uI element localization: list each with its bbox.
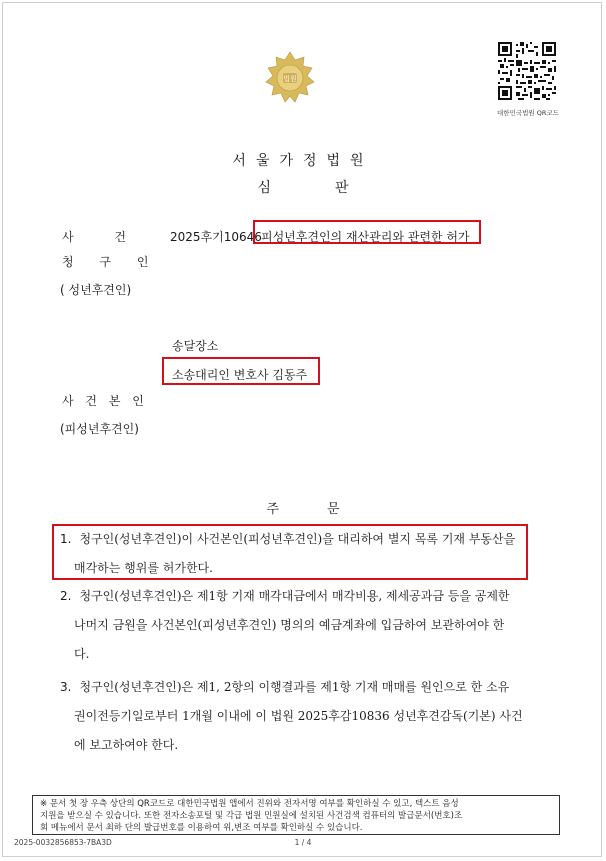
document-title: 심판 [257, 180, 413, 196]
order-item-line: 청구인(성년후견인)은 제1항 기재 매각대금에서 매각비용, 제세공과금 등을 공제한 [79, 589, 510, 603]
representative-name: 소송대리인 변호사 김동주 [172, 368, 308, 382]
notice-line: 지원을 받으실 수 있습니다. 또한 전자소송포털 및 각급 법원 민원실에 설치된 사건검색 컴퓨터의 발급문서(번호)조 [40, 811, 463, 821]
case-number: 2025후기10646 [170, 230, 262, 244]
order-item-3 [60, 673, 530, 760]
emblem-text: 법원 [283, 75, 297, 83]
principal-label: 사 건 본 인 [62, 394, 148, 408]
order-item-line: 나머지 금원을 사건본인(피성년후견인) 명의의 예금계좌에 입금하여 보관하여야 한 [74, 618, 505, 632]
petitioner-label: 청 구 인 [62, 255, 160, 269]
order-item-1 [60, 525, 530, 583]
court-name: 서울가정법원 [232, 153, 374, 169]
order-item-line: 다. [74, 647, 90, 661]
order-item-line: 청구인(성년후견인)이 사건본인(피성년후견인)을 대리하여 별지 목록 기재 부동산을 [79, 532, 516, 546]
case-label: 사 건 [62, 230, 126, 244]
order-item-line: 매각하는 행위를 허가한다. [74, 561, 213, 575]
issue-number: 2025-0032856853-7BA3D [14, 838, 112, 847]
petitioner-role: ( 성년후견인) [60, 283, 132, 297]
notice-line: ※ 문서 첫 장 우측 상단의 QR코드로 대한민국법원 앱에서 진위와 전자서명 여부를 확인하실 수 있고, 텍스트 음성 [40, 799, 459, 809]
order-item-2 [60, 582, 530, 669]
order-title: 주문 [266, 502, 388, 517]
verification-notice [40, 798, 554, 834]
order-item-line: 권이전등기일로부터 1개월 이내에 이 법원 2025후감10836 성년후견감독(기본) 사건 [74, 709, 523, 723]
principal-role: (피성년후견인) [60, 422, 139, 436]
order-item-line: 청구인(성년후견인)은 제1, 2항의 이행결과를 제1항 기재 매매를 원인으로 한 소유 [79, 680, 510, 694]
service-address-label: 송달장소 [172, 339, 219, 353]
order-item-number: 3. [60, 680, 72, 694]
page-number: 1 / 4 [294, 838, 312, 847]
notice-line: 회 메뉴에서 문서 최하 단의 발급번호를 이용하여 위,변조 여부를 확인하실 수 있습니다. [40, 823, 363, 833]
qr-caption: 대한민국법원 QR코드 [497, 109, 559, 117]
order-item-number: 1. [60, 532, 72, 546]
court-emblem-icon [262, 50, 318, 106]
qr-code-icon [498, 42, 556, 100]
order-item-number: 2. [60, 589, 72, 603]
order-item-line: 에 보고하여야 한다. [74, 738, 179, 752]
case-title: 피성년후견인의 재산관리와 관련한 허가 [261, 230, 470, 244]
